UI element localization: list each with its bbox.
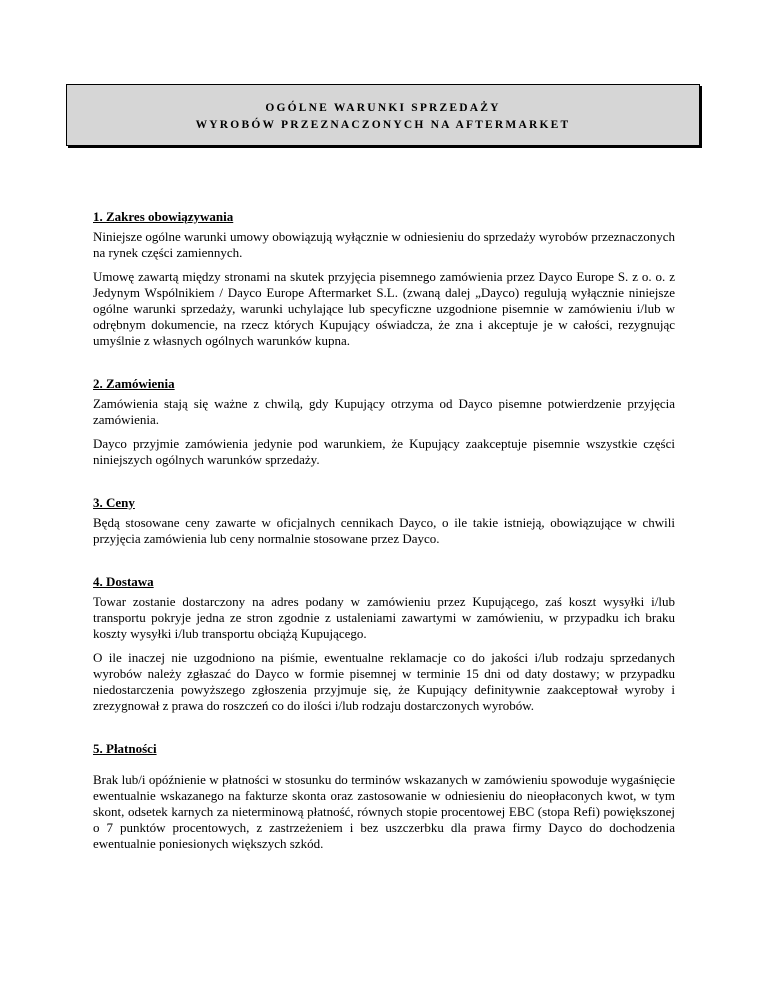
section-heading: 5. Płatności: [93, 741, 157, 756]
section-scope: [93, 209, 675, 349]
section-prices: [93, 495, 675, 547]
section-paragraph: Będą stosowane ceny zawarte w oficjalnych cennikach Dayco, o ile takie istnieją, obowiązujące w chwili przyjęcia zamówienia lub ceny normalnie stosowane przez Dayco.: [93, 515, 675, 546]
document-title-line-2: WYROBÓW PRZEZNACZONYCH NA AFTERMARKET: [195, 119, 571, 131]
section-payments: [93, 741, 675, 852]
document-body: [93, 209, 675, 879]
section-paragraph: Dayco przyjmie zamówienia jedynie pod warunkiem, że Kupujący zaakceptuje pisemnie wszystkie części niniejszych ogólnych warunków sprzedaży.: [93, 436, 675, 467]
section-paragraph: Towar zostanie dostarczony na adres podany w zamówieniu przez Kupującego, zaś koszt wysyłki i/lub transportu pokryje jedna ze stron zgodnie z ustaleniami zawartymi w zamówieniu, w przypadku ich braku koszty wysyłki i/lub transportu obciążą Kupującego.: [93, 594, 675, 641]
section-heading: 2. Zamówienia: [93, 376, 175, 391]
section-paragraph: Umowę zawartą między stronami na skutek przyjęcia pisemnego zamówienia przez Dayco Europe S. z o. o. z Jedynym Wspólnikiem / Dayco Europe Aftermarket S.L. (zwaną dalej „Dayco) regulują wyłącznie niniejsze ogólne warunki sprzedaży, warunki uchylające lub specyficzne uzgodnione pisemnie w zamówieniu i/lub w odrębnym dokumencie, na rzecz których Kupujący oświadcza, że zna i akceptuje je w całości, rezygnując umyślnie z własnych ogólnych warunków kupna.: [93, 269, 675, 348]
section-delivery: [93, 574, 675, 714]
section-orders: [93, 376, 675, 468]
section-paragraph: Niniejsze ogólne warunki umowy obowiązują wyłącznie w odniesieniu do sprzedaży wyrobów przeznaczonych na rynek części zamiennych.: [93, 229, 675, 260]
section-paragraph: Zamówienia stają się ważne z chwilą, gdy Kupujący otrzyma od Dayco pisemne potwierdzenie przyjęcia zamówienia.: [93, 396, 675, 427]
document-title-box: [66, 84, 700, 146]
section-heading: 1. Zakres obowiązywania: [93, 209, 234, 224]
document-title-line-1: OGÓLNE WARUNKI SPRZEDAŻY: [265, 102, 501, 114]
section-paragraph: O ile inaczej nie uzgodniono na piśmie, ewentualne reklamacje co do jakości i/lub rodzaju sprzedanych wyrobów należy zgłaszać do Dayco w formie pisemnej w terminie 15 dni od daty dostawy; w przypadku niedostarczenia powyższego zgłoszenia przyjmuje się, że Kupujący definitywnie zaakceptował wyroby i zrezygnował z prawa do roszczeń co do ilości i/lub rodzaju dostarczonych wyrobów.: [93, 650, 675, 713]
section-paragraph: Brak lub/i opóźnienie w płatności w stosunku do terminów wskazanych w zamówieniu spowoduje wygaśnięcie ewentualnie wskazanego na fakturze skonta oraz zastosowanie w odniesieniu do nieopłaconych kwot, w tym skont, odsetek karnych za nieterminową płatność, równych stopie procentowej EBC (stopa Refi) powiększonej o 7 punktów procentowych, z zastrzeżeniem i bez uszczerbku dla prawa firmy Dayco do dochodzenia ewentualnie poniesionych większych szkód.: [93, 772, 675, 851]
section-heading: 4. Dostawa: [93, 574, 154, 589]
section-heading: 3. Ceny: [93, 495, 135, 510]
